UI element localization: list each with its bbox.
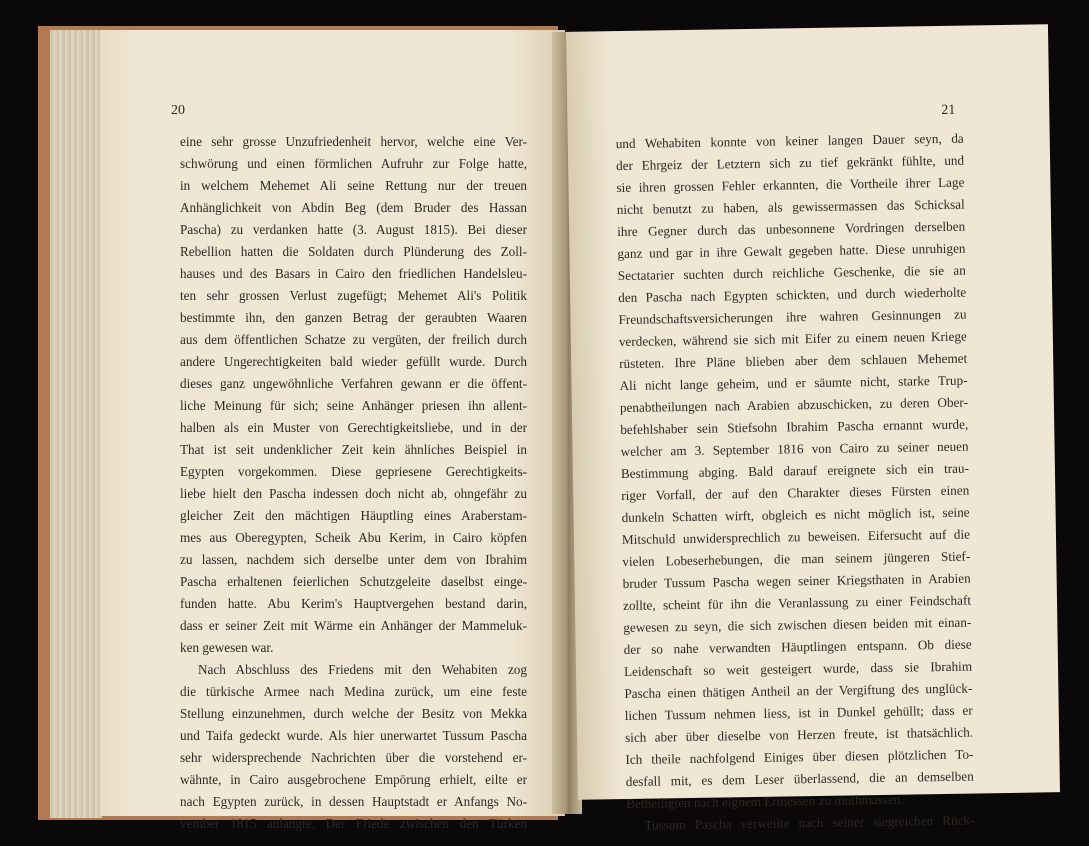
text-line: Anhänglichkeit von Abdin Beg (dem Bruder des Hassan bbox=[180, 200, 527, 215]
page-edges bbox=[50, 30, 102, 818]
text-line: sich aber über dieselbe von Herzen freute, ist thatsächlich. bbox=[624, 724, 974, 745]
text-line: schwörung und einen förmlichen Aufruhr zur Folge hatte, bbox=[180, 156, 527, 171]
text-line: eine sehr grosse Unzufriedenheit hervor, welche eine Ver- bbox=[180, 134, 527, 149]
right-page bbox=[566, 24, 1060, 833]
left-page-text bbox=[180, 131, 527, 835]
text-line: bruder Tussum Pascha wegen seiner Kriegsthaten in Arabien bbox=[622, 570, 971, 592]
text-line: halben als ein Muster von Gerechtigkeitsliebe, und in der bbox=[180, 420, 527, 435]
text-line: verdecken, während sie sich mit Eifer zu einem neuen Kriege bbox=[618, 328, 967, 350]
text-line: den Pascha nach Egypten schickten, und durch wiederholte bbox=[618, 284, 967, 306]
text-line: der Ehrgeiz der Letztern sich zu tief gekränkt fühlte, und bbox=[615, 152, 965, 174]
text-line: Ali nicht lange geheim, und er säumte nicht, starke Trup- bbox=[619, 372, 968, 394]
text-line: Ich theile nachfolgend Einiges über diesen plötzlichen To- bbox=[625, 746, 974, 767]
text-line: befehlshaber sein Stiefsohn Ibrahim Pascha ernannt wurde, bbox=[620, 416, 969, 438]
text-line: vielen Lobeserhebungen, die man seinem jüngeren Stief- bbox=[622, 548, 971, 570]
text-line: liche Meinung für sich; seine Anhänger priesen ihn allent- bbox=[180, 398, 527, 413]
text-line: desfall mit, es dem Leser überlassend, die an demselben bbox=[625, 768, 974, 789]
text-line: Pascha erhaltenen feierlichen Schutzgeleite daselbst einge- bbox=[180, 574, 527, 589]
text-line: zu lassen, nachdem sich derselbe unter dem von Ibrahim bbox=[180, 552, 527, 567]
text-line: Mitschuld unwidersprechlich zu beweisen. Eifersucht auf die bbox=[621, 526, 971, 548]
text-line: ihre Gegner durch das unbesonnene Vordringen derselben bbox=[617, 218, 966, 240]
text-line: ten sehr grossen Verlust zugefügt; Mehemet Ali's Politik bbox=[180, 288, 527, 303]
text-line: vember 1815 anlangte. Der Friede zwischen den Türken bbox=[180, 816, 527, 831]
text-line: welcher am 3. September 1816 von Cairo zu seiner neuen bbox=[620, 438, 969, 460]
text-line: Nach Abschluss des Friedens mit den Wehabiten zog bbox=[198, 662, 527, 677]
text-line: bestimmte ihn, den ganzen Betrag der geraubten Waaren bbox=[180, 310, 527, 325]
text-line: die türkische Armee nach Medina zurück, um eine feste bbox=[180, 684, 527, 699]
text-line: wähnte, in Cairo ausgebrochene Empörung erhielt, eilte er bbox=[180, 772, 527, 787]
text-line: Freundschaftsversicherungen ihre wahren Gesinnungen zu bbox=[618, 306, 967, 328]
text-line: penabtheilungen nach Arabien abzuschicken, zu deren Ober- bbox=[619, 394, 968, 416]
left-page bbox=[100, 30, 565, 831]
left-page-number: 20 bbox=[171, 103, 185, 118]
text-line: hauses und des Basars in Cairo den friedlichen Handelsleu- bbox=[180, 266, 527, 281]
text-line: Rebellion hatten die Soldaten durch Plünderung des Zoll- bbox=[180, 244, 527, 259]
text-line: nicht benutzt zu haben, als gewissermassen das Schicksal bbox=[616, 196, 965, 218]
text-line: und Taifa gedeckt wurde. Als hier unerwartet Tussum Pascha bbox=[180, 728, 527, 743]
text-line: in welchem Mehemet Ali seine Rettung nur der treuen bbox=[180, 178, 527, 193]
text-line: mes aus Oberegypten, Scheik Abu Kerim, in Cairo köpfen bbox=[180, 530, 527, 545]
text-line: gewesen zu seyn, die sich zwischen diesen beiden mit einan- bbox=[623, 614, 972, 636]
text-line: sie ihren grossen Fehler erkannten, die Vortheile ihrer Lage bbox=[616, 174, 965, 196]
text-line: Sectatarier suchten durch reichliche Geschenke, die sie an bbox=[617, 262, 966, 284]
text-line: funden hatte. Abu Kerim's Hauptvergehen bestand darin, bbox=[180, 596, 527, 611]
text-line: ganz und gar in ihre Gewalt gegeben hatte. Diese unruhigen bbox=[617, 240, 966, 262]
text-line: dieses ganz ungewöhnliche Verfahren gewann er die öffent- bbox=[180, 376, 527, 391]
text-line: rüsteten. Ihre Pläne blieben aber dem schlauen Mehemet bbox=[619, 350, 968, 372]
text-line: dunkeln Schatten wirft, obgleich es nicht möglich ist, seine bbox=[621, 504, 970, 526]
text-line: Stellung einzunehmen, durch welche der Besitz von Mekka bbox=[180, 706, 527, 721]
text-line: Pascha einen thätigen Antheil an der Vergiftung des unglück- bbox=[624, 680, 973, 701]
text-line: zollte, scheint für ihn die Veranlassung zu einer Feindschaft bbox=[622, 592, 972, 614]
text-line: Egypten vorgekommen. Diese gepriesene Gerechtigkeits- bbox=[180, 464, 527, 479]
text-line: der so nahe verwandten Häuptlingen entspann. Ob diese bbox=[623, 636, 972, 658]
text-line: andere Ungerechtigkeiten bald wieder gefüllt wurde. Durch bbox=[180, 354, 527, 369]
text-line: Leidenschaft so weit gesteigert wurde, dass sie Ibrahim bbox=[623, 658, 973, 679]
text-line: Tussum Pascha verweilte nach seiner siegreichen Rück- bbox=[644, 812, 975, 833]
text-line: ken gewesen war. bbox=[180, 640, 274, 655]
text-line: riger Vorfall, der auf den Charakter dieses Fürsten einen bbox=[621, 482, 970, 504]
text-line: Bestimmung abging. Bald darauf ereignete sich ein trau- bbox=[620, 460, 970, 482]
text-line: Betheiligten nach eignem Ermessen zu muthmassen. bbox=[626, 791, 904, 811]
text-line: sehr widersprechende Nachrichten über die vorstehend er- bbox=[180, 750, 527, 765]
text-line: und Wehabiten konnte von keiner langen Dauer seyn, da bbox=[615, 130, 964, 152]
text-line: That ist seit undenklicher Zeit kein ähnliches Beispiel in bbox=[180, 442, 527, 457]
text-line: dass er seiner Zeit mit Wärme ein Anhänger der Mammeluk- bbox=[180, 618, 527, 633]
text-line: Pascha) zu verdanken hatte (3. August 1815). Bei dieser bbox=[180, 222, 527, 237]
text-line: lichen Tussum nehmen liess, ist in Dunkel gehüllt; dass er bbox=[624, 702, 973, 723]
right-page-text bbox=[616, 128, 975, 837]
text-line: nach Egypten zurück, in dessen Hauptstadt er Anfangs No- bbox=[180, 794, 527, 809]
text-line: gleicher Zeit den mächtigen Häuptling eines Araberstam- bbox=[180, 508, 527, 523]
text-line: liebe hielt den Pascha indessen doch nicht ab, ohngefähr zu bbox=[180, 486, 527, 501]
text-line: aus dem öffentlichen Schatze zu vergüten, der freilich durch bbox=[180, 332, 527, 347]
right-page-number: 21 bbox=[941, 102, 956, 118]
